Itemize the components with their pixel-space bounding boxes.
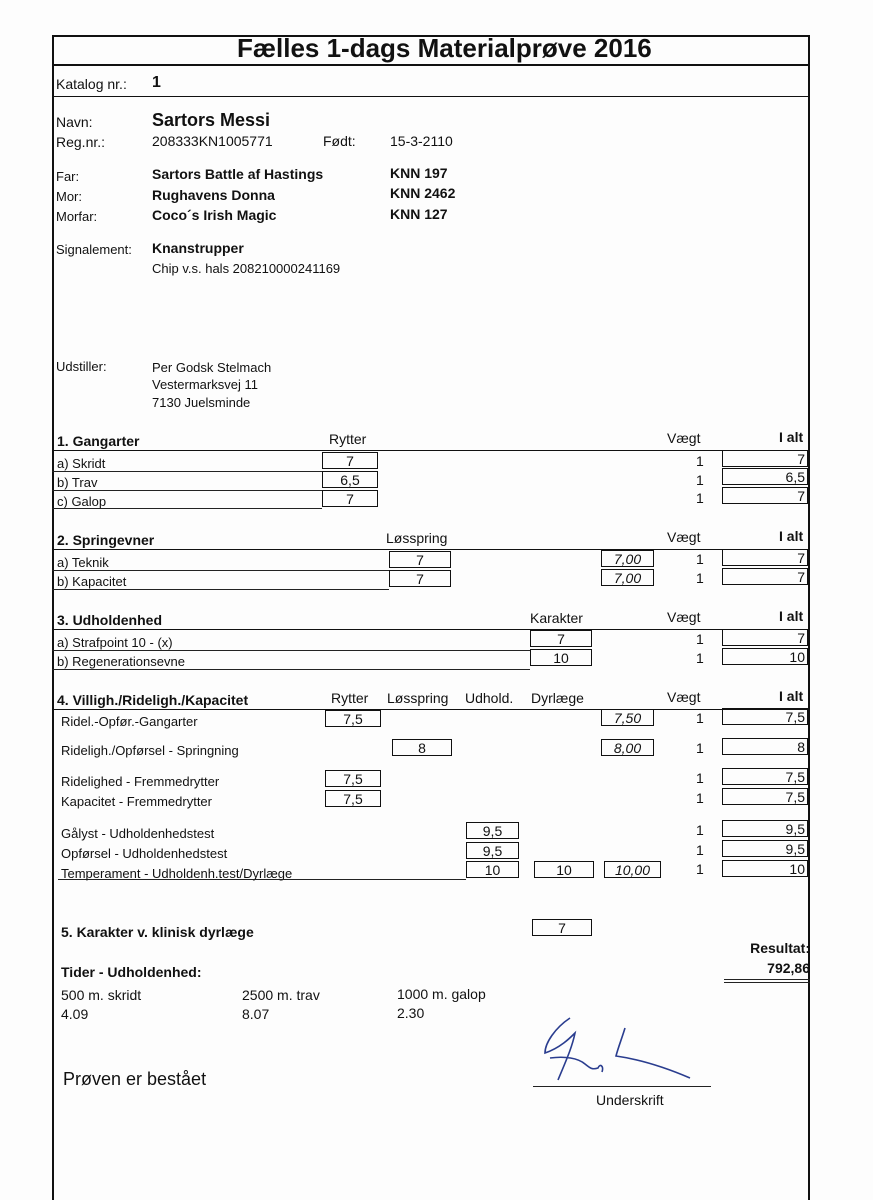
- s4-row-ridel-vaegt: 1: [696, 710, 704, 726]
- s1-row-galop-vaegt: 1: [696, 490, 704, 506]
- s1-row-trav-label: b) Trav: [57, 475, 98, 490]
- s4-col-udhold: Udhold.: [465, 690, 514, 706]
- s2-col-vaegt: Vægt: [667, 529, 701, 545]
- s4-row-springning-ialt: 8: [722, 738, 808, 755]
- far-knn: KNN 197: [390, 165, 448, 181]
- s2-row-line: [52, 589, 389, 590]
- s2-col-ialt: I alt: [779, 528, 804, 544]
- s4-col-rytter: Rytter: [331, 690, 369, 706]
- udstiller-label: Udstiller:: [56, 359, 107, 374]
- chip-value: Chip v.s. hals 208210000241169: [152, 261, 341, 276]
- s1-row-skridt-label: a) Skridt: [57, 456, 106, 471]
- s2-col-losspring: Løsspring: [386, 530, 448, 546]
- s5-title: 5. Karakter v. klinisk dyrlæge: [61, 924, 254, 940]
- s1-row-trav-ialt: 6,5: [722, 468, 808, 485]
- s2-header-line: [52, 549, 808, 550]
- s2-row-teknik-avg: 7,00: [601, 550, 654, 567]
- s4-row-ridel-ialt: 7,5: [722, 708, 808, 725]
- s1-row-line: [52, 508, 322, 509]
- s4-row-galyst-udhold: 9,5: [466, 822, 519, 839]
- s4-row-kapacitet-ialt: 7,5: [722, 788, 808, 805]
- s4-row-temperament-udhold: 10: [466, 861, 519, 878]
- s2-row-kapacitet-avg: 7,00: [601, 569, 654, 586]
- s4-row-ridelighed-label: Ridelighed - Fremmedrytter: [61, 774, 220, 789]
- fodt-value: 15-3-2110: [390, 133, 453, 149]
- s4-row-kapacitet-label: Kapacitet - Fremmedrytter: [61, 794, 212, 809]
- s2-row-teknik-vaegt: 1: [696, 551, 704, 567]
- s2-row-kapacitet-vaegt: 1: [696, 570, 704, 586]
- resultat-underline: [724, 982, 810, 983]
- mor-label: Mor:: [56, 189, 82, 204]
- tider-galop-value: 2.30: [397, 1005, 425, 1021]
- s2-row-teknik-label: a) Teknik: [57, 555, 109, 570]
- navn-label: Navn:: [56, 114, 93, 130]
- conclusion: Prøven er bestået: [63, 1069, 207, 1089]
- morfar-knn: KNN 127: [390, 206, 448, 222]
- s4-row-ridel-avg: 7,50: [601, 709, 654, 726]
- s4-col-ialt: I alt: [779, 688, 804, 704]
- mor-knn: KNN 2462: [390, 185, 456, 201]
- s1-row-line: [52, 490, 322, 491]
- s1-row-galop-label: c) Galop: [57, 494, 107, 509]
- udstiller-city: 7130 Juelsminde: [152, 395, 251, 410]
- tider-trav-value: 8.07: [242, 1006, 270, 1022]
- s4-row-temperament-vaegt: 1: [696, 861, 704, 877]
- s4-row-opforsel-ialt: 9,5: [722, 840, 808, 857]
- katalog-label: Katalog nr.:: [56, 76, 127, 92]
- s4-row-temperament-dyrlaege: 10: [534, 861, 594, 878]
- s4-title: 4. Villigh./Rideligh./Kapacitet: [57, 692, 249, 708]
- morfar-label: Morfar:: [56, 209, 98, 224]
- tider-skridt-label: 500 m. skridt: [61, 987, 142, 1003]
- page-title: Fælles 1-dags Materialprøve 2016: [237, 33, 652, 63]
- s4-row-ridelighed-ialt: 7,5: [722, 768, 808, 785]
- underskrift-label: Underskrift: [596, 1092, 664, 1108]
- fodt-label: Født:: [323, 133, 356, 149]
- s3-row-regeneration-label: b) Regenerationsevne: [57, 654, 185, 669]
- tider-galop-label: 1000 m. galop: [397, 986, 486, 1002]
- s2-row-teknik-losspring: 7: [389, 551, 451, 568]
- s3-row-strafpoint-vaegt: 1: [696, 631, 704, 647]
- s3-col-karakter: Karakter: [530, 610, 583, 626]
- s3-row-strafpoint-ialt: 7: [722, 629, 808, 646]
- s3-col-ialt: I alt: [779, 608, 804, 624]
- s3-row-line: [52, 669, 530, 670]
- katalog-value: 1: [152, 74, 161, 91]
- s4-row-line: [58, 879, 466, 880]
- far-label: Far:: [56, 169, 80, 184]
- s2-row-kapacitet-label: b) Kapacitet: [57, 574, 127, 589]
- s3-row-strafpoint-karakter: 7: [530, 630, 592, 647]
- s4-row-ridelighed-vaegt: 1: [696, 770, 704, 786]
- s3-row-strafpoint-label: a) Strafpoint 10 - (x): [57, 635, 173, 650]
- s1-col-vaegt: Vægt: [667, 430, 701, 446]
- s4-row-temperament-avg: 10,00: [604, 861, 661, 878]
- s1-row-skridt-vaegt: 1: [696, 453, 704, 469]
- s1-header-line: [52, 450, 808, 451]
- s4-row-springning-label: Rideligh./Opførsel - Springning: [61, 743, 239, 758]
- s2-title: 2. Springevner: [57, 532, 155, 548]
- s4-row-kapacitet-vaegt: 1: [696, 790, 704, 806]
- s1-row-line: [52, 471, 322, 472]
- reg-number: 208333KN1005771: [152, 133, 273, 149]
- far-name: Sartors Battle af Hastings: [152, 166, 324, 182]
- resultat-label: Resultat:: [750, 940, 810, 956]
- s3-row-regeneration-karakter: 10: [530, 649, 592, 666]
- s4-row-springning-losspring: 8: [392, 739, 452, 756]
- horse-name: Sartors Messi: [152, 110, 271, 130]
- s1-row-skridt-ialt: 7: [722, 450, 808, 467]
- signature-line: [533, 1086, 711, 1087]
- tider-trav-label: 2500 m. trav: [242, 987, 320, 1003]
- s4-row-opforsel-label: Opførsel - Udholdenhedstest: [61, 846, 228, 861]
- title-underline: [52, 64, 808, 66]
- s4-row-temperament-label: Temperament - Udholdenh.test/Dyrlæge: [61, 866, 293, 881]
- s4-row-ridel-rytter: 7,5: [325, 710, 381, 727]
- tider-skridt-value: 4.09: [61, 1006, 89, 1022]
- s3-header-line: [52, 629, 808, 630]
- tider-title: Tider - Udholdenhed:: [61, 964, 202, 980]
- s1-row-trav-vaegt: 1: [696, 472, 704, 488]
- s1-col-rytter: Rytter: [329, 431, 367, 447]
- s3-row-line: [52, 650, 530, 651]
- reg-label: Reg.nr.:: [56, 134, 106, 150]
- s4-row-galyst-label: Gålyst - Udholdenhedstest: [61, 826, 215, 841]
- signature-image: [530, 1008, 710, 1088]
- s2-row-kapacitet-ialt: 7: [722, 568, 808, 585]
- s3-col-vaegt: Vægt: [667, 609, 701, 625]
- s4-row-ridel-label: Ridel.-Opfør.-Gangarter: [61, 714, 198, 729]
- signalement-value: Knanstrupper: [152, 240, 244, 256]
- s1-title: 1. Gangarter: [57, 433, 140, 449]
- s4-row-opforsel-udhold: 9,5: [466, 842, 519, 859]
- s5-value: 7: [532, 919, 592, 936]
- s4-row-springning-avg: 8,00: [601, 739, 654, 756]
- s1-col-ialt: I alt: [779, 429, 804, 445]
- s4-row-kapacitet-rytter: 7,5: [325, 790, 381, 807]
- s1-row-trav-rytter: 6,5: [322, 471, 378, 488]
- resultat-underline: [724, 979, 810, 980]
- s4-row-springning-vaegt: 1: [696, 740, 704, 756]
- katalog-divider: [52, 96, 808, 97]
- s1-row-galop-rytter: 7: [322, 490, 378, 507]
- s3-row-regeneration-vaegt: 1: [696, 650, 704, 666]
- s2-row-line: [52, 570, 389, 571]
- s2-row-kapacitet-losspring: 7: [389, 570, 451, 587]
- s4-header-line: [52, 709, 808, 710]
- s1-row-skridt-rytter: 7: [322, 452, 378, 469]
- s4-col-dyrlaege: Dyrlæge: [531, 690, 584, 706]
- s4-row-opforsel-vaegt: 1: [696, 842, 704, 858]
- udstiller-address: Vestermarksvej 11: [152, 377, 258, 392]
- s4-col-losspring: Løsspring: [387, 690, 449, 706]
- morfar-name: Coco´s Irish Magic: [152, 207, 277, 223]
- s4-row-galyst-ialt: 9,5: [722, 820, 808, 837]
- s4-row-temperament-ialt: 10: [722, 860, 808, 877]
- udstiller-name: Per Godsk Stelmach: [152, 360, 272, 375]
- signalement-label: Signalement:: [56, 242, 132, 257]
- s4-row-galyst-vaegt: 1: [696, 822, 704, 838]
- s3-row-regeneration-ialt: 10: [722, 648, 808, 665]
- s2-row-teknik-ialt: 7: [722, 549, 808, 566]
- s3-title: 3. Udholdenhed: [57, 612, 162, 628]
- s1-row-galop-ialt: 7: [722, 487, 808, 504]
- s4-row-ridelighed-rytter: 7,5: [325, 770, 381, 787]
- mor-name: Rughavens Donna: [152, 187, 275, 203]
- resultat-value: 792,86: [767, 960, 810, 976]
- s4-col-vaegt: Vægt: [667, 689, 701, 705]
